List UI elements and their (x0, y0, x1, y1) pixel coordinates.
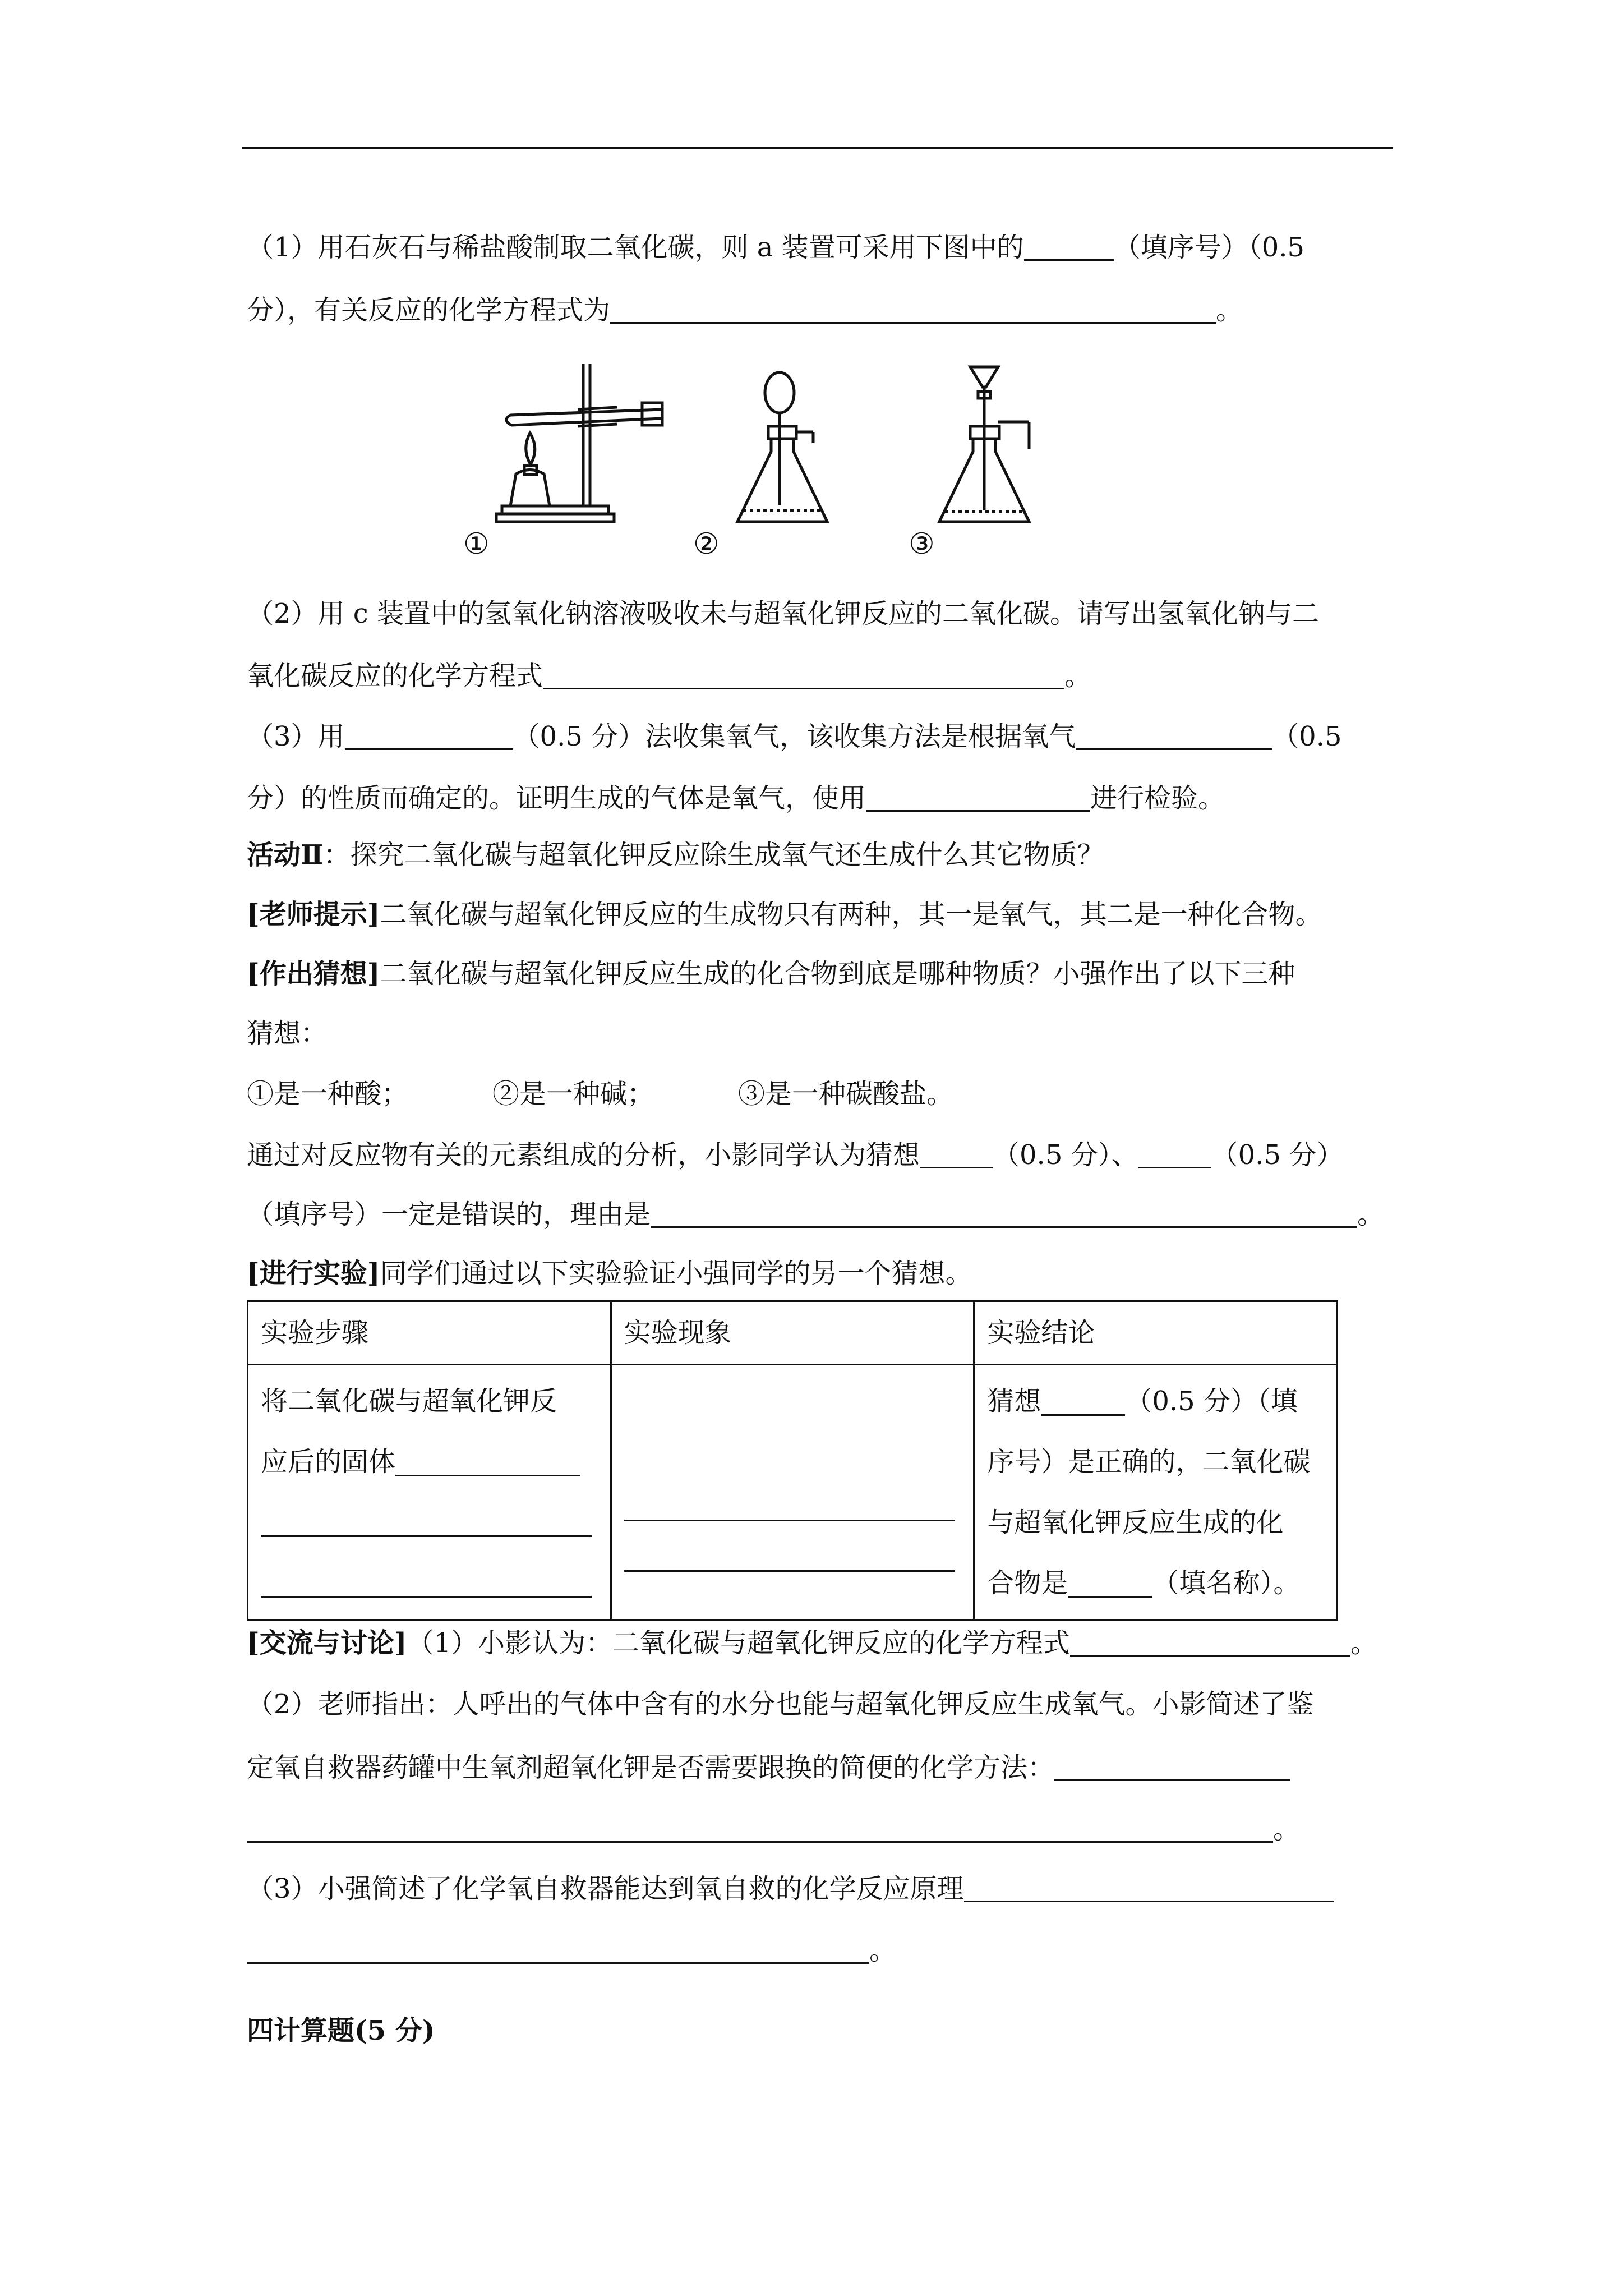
apparatus-1-heating-setup (496, 364, 662, 522)
section4-title: 四计算题(5 分) (247, 2015, 435, 2046)
analysis-line1: 通过对反应物有关的元素组成的分析，小影同学认为猜想 （0.5 分）、 （0.5 分） (247, 1138, 1343, 1172)
experiment-table (247, 1300, 1338, 1621)
apparatus-3-flask-separatory-funnel (939, 367, 1029, 522)
header-rule (242, 147, 1393, 149)
conclusion-guess-blank[interactable] (1041, 1381, 1125, 1416)
figure-label-2: ② (693, 527, 720, 561)
guess-option-1: ①是一种酸； (247, 1078, 409, 1110)
analysis-blank-1[interactable] (920, 1138, 993, 1168)
q1-answer-blank[interactable] (1024, 230, 1114, 261)
figure-label-3: ③ (909, 527, 935, 561)
apparatus-2-flask-funnel (737, 372, 827, 522)
discussion-principle-blank-1[interactable] (964, 1871, 1334, 1902)
activity2-line: 活动Ⅱ：探究二氧化碳与超氧化钾反应除生成氧气还生成什么其它物质？ (247, 839, 1104, 871)
discussion-item2-line1: （2）老师指出：人呼出的气体中含有的水分也能与超氧化钾反应生成氧气。小影简述了鉴 (247, 1688, 1314, 1720)
cell-step: 将二氧化碳与超氧化钾反 应后的固体 (248, 1365, 611, 1620)
cell-phenomenon (611, 1365, 974, 1620)
figure-label-1: ① (463, 527, 490, 561)
discussion-method-blank-1[interactable] (1054, 1750, 1290, 1781)
q2-line1: （2）用 c 装置中的氢氧化钠溶液吸收未与超氧化钾反应的二氧化碳。请写出氢氧化钠与二 (247, 598, 1319, 629)
q3-line2: 分）的性质而确定的。证明生成的气体是氧气，使用 进行检验。 (247, 781, 1225, 815)
q1-line2: 分），有关反应的化学方程式为 。 (247, 293, 1243, 327)
q1-equation-blank[interactable] (610, 293, 1216, 324)
guess-line2: 猜想： (247, 1018, 328, 1049)
step-blank-1[interactable] (395, 1441, 580, 1476)
q2-equation-blank[interactable] (543, 659, 1064, 689)
header-phenomenon: 实验现象 (611, 1301, 974, 1365)
q1-line1: （1）用石灰石与稀盐酸制取二氧化碳，则 a 装置可采用下图中的 （填序号）（0.5 (247, 230, 1304, 264)
discussion-item3-line2: 。 (247, 1933, 896, 1967)
q3-line1: （3）用 （0.5 分）法收集氧气，该收集方法是根据氧气 （0.5 (247, 719, 1342, 753)
q3-property-blank[interactable] (1076, 719, 1272, 750)
q2-line2: 氧化碳反应的化学方程式 。 (247, 659, 1091, 693)
q3-method-blank[interactable] (345, 719, 513, 750)
discussion-item2-line3: 。 (247, 1812, 1300, 1846)
discussion-item1: [交流与讨论]（1）小影认为：二氧化碳与超氧化钾反应的化学方程式 。 (247, 1626, 1377, 1660)
discussion-principle-blank-2[interactable] (247, 1933, 869, 1964)
header-step: 实验步骤 (248, 1301, 611, 1365)
q3-test-blank[interactable] (866, 781, 1090, 812)
guess-line1: [作出猜想]二氧化碳与超氧化钾反应生成的化合物到底是哪种物质？小强作出了以下三种 (247, 958, 1295, 990)
guess-option-3: ③是一种碳酸盐。 (738, 1078, 954, 1110)
guess-options (247, 1077, 953, 1111)
phenomenon-blank-2[interactable] (624, 1536, 955, 1572)
analysis-reason-blank[interactable] (651, 1197, 1357, 1228)
discussion-item2-line2: 定氧自救器药罐中生氧剂超氧化钾是否需要跟换的简便的化学方法： (247, 1750, 1290, 1784)
step-blank-3[interactable] (261, 1562, 592, 1598)
apparatus-figures (247, 359, 1088, 572)
analysis-blank-2[interactable] (1138, 1138, 1211, 1168)
header-conclusion: 实验结论 (974, 1301, 1338, 1365)
experiment-intro: [进行实验]同学们通过以下实验验证小强同学的另一个猜想。 (247, 1258, 972, 1289)
analysis-line2: （填序号）一定是错误的，理由是 。 (247, 1197, 1384, 1231)
cell-conclusion: 猜想 （0.5 分）（填 序号）是正确的，二氧化碳 与超氧化钾反应生成的化 合物是 （填名称）。 (974, 1365, 1338, 1620)
discussion-equation-blank[interactable] (1070, 1626, 1350, 1657)
teacher-hint-line: [老师提示]二氧化碳与超氧化钾反应的生成物只有两种，其一是氧气，其二是一种化合物。 (247, 899, 1322, 930)
step-blank-2[interactable] (261, 1502, 592, 1537)
discussion-item3-line1: （3）小强简述了化学氧自救器能达到氧自救的化学反应原理 (247, 1871, 1334, 1906)
phenomenon-blank-1[interactable] (624, 1486, 955, 1521)
discussion-method-blank-2[interactable] (247, 1812, 1273, 1843)
table-header-row (248, 1301, 1338, 1365)
guess-option-2: ②是一种碱； (492, 1078, 654, 1110)
conclusion-name-blank[interactable] (1068, 1562, 1152, 1598)
table-row (248, 1365, 1338, 1620)
